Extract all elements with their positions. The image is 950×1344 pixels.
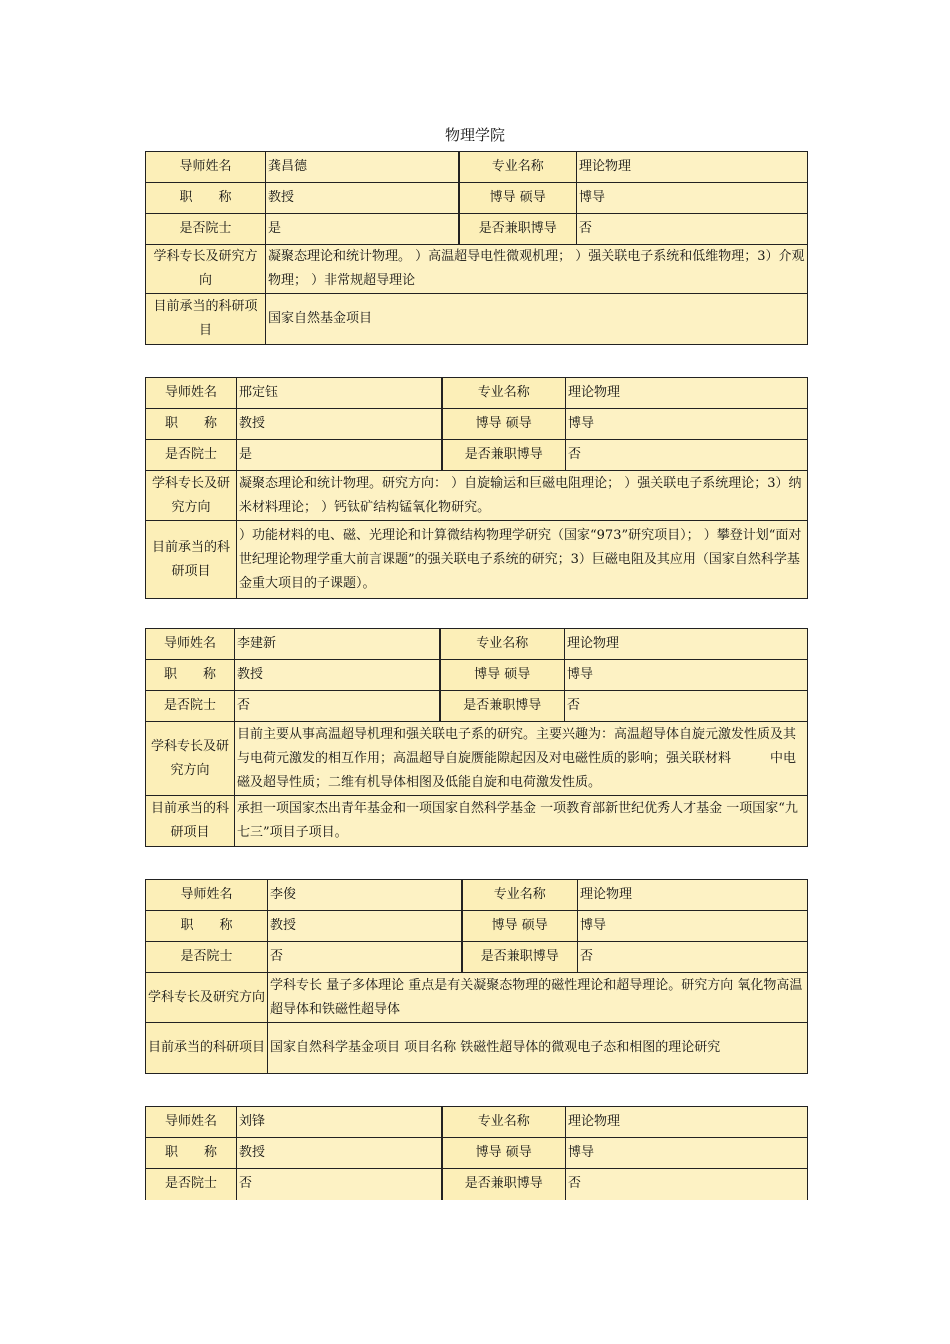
- projects-value: 国家自然科学基金项目 项目名称 铁磁性超导体的微观电子态和相图的理论研究: [268, 1023, 808, 1074]
- title-label: 职 称: [146, 911, 268, 942]
- title-value: 教授: [237, 1138, 442, 1169]
- specialty-label: 学科专长及研究方向: [146, 722, 235, 796]
- major-value: 理论物理: [578, 880, 808, 911]
- title-label: 职 称: [146, 660, 235, 691]
- name-label: 导师姓名: [146, 152, 266, 183]
- tutor-card: [145, 879, 808, 1074]
- name-value: 刘锋: [237, 1107, 442, 1138]
- projects-label: 目前承当的科研项目: [146, 294, 266, 345]
- tutor-card: [145, 628, 808, 847]
- major-label: 专业名称: [459, 152, 577, 183]
- specialty-label: 学科专长及研究方向: [146, 973, 268, 1023]
- supervisor-value: 博导: [565, 660, 808, 691]
- academician-value: 否: [268, 942, 462, 973]
- tutor-card: [145, 377, 819, 599]
- supervisor-label: 博导 硕导: [459, 183, 577, 214]
- academician-label: 是否院士: [146, 691, 235, 722]
- major-value: 理论物理: [566, 378, 808, 409]
- specialty-label: 学科专长及研究方向: [146, 245, 266, 294]
- academician-label: 是否院士: [146, 1169, 237, 1200]
- major-label: 专业名称: [462, 880, 578, 911]
- supervisor-label: 博导 硕导: [440, 660, 565, 691]
- academician-value: 否: [237, 1169, 442, 1200]
- academician-label: 是否院士: [146, 214, 266, 245]
- parttime-label: 是否兼职博导: [442, 1169, 566, 1200]
- major-label: 专业名称: [440, 629, 565, 660]
- name-value: 邢定钰: [237, 378, 442, 409]
- tutor-card: [145, 151, 808, 345]
- title-label: 职 称: [146, 183, 266, 214]
- projects-label: 目前承当的科研项目: [146, 521, 237, 599]
- parttime-value: 否: [566, 440, 808, 471]
- parttime-label: 是否兼职博导: [442, 440, 566, 471]
- academician-value: 是: [266, 214, 459, 245]
- name-value: 龚昌德: [266, 152, 459, 183]
- supervisor-value: 博导: [578, 911, 808, 942]
- parttime-label: 是否兼职博导: [440, 691, 565, 722]
- projects-value: 承担一项国家杰出青年基金和一项国家自然科学基金 一项教育部新世纪优秀人才基金 一项国家“九七三”项目子项目。: [235, 796, 808, 847]
- academician-label: 是否院士: [146, 440, 237, 471]
- tutor-card: [145, 1106, 808, 1200]
- supervisor-value: 博导: [566, 1138, 808, 1169]
- name-label: 导师姓名: [146, 880, 268, 911]
- parttime-value: 否: [578, 942, 808, 973]
- name-value: 李建新: [235, 629, 440, 660]
- major-label: 专业名称: [442, 378, 566, 409]
- major-value: 理论物理: [565, 629, 808, 660]
- supervisor-label: 博导 硕导: [462, 911, 578, 942]
- supervisor-value: 博导: [566, 409, 808, 440]
- name-label: 导师姓名: [146, 629, 235, 660]
- major-label: 专业名称: [442, 1107, 566, 1138]
- parttime-value: 否: [577, 214, 808, 245]
- name-label: 导师姓名: [146, 378, 237, 409]
- title-label: 职 称: [146, 1138, 237, 1169]
- specialty-value: 凝聚态理论和统计物理。研究方向： ）自旋输运和巨磁电阻理论； ）强关联电子系统理论；3）纳米材料理论； ）钙钛矿结构锰氧化物研究。: [237, 471, 808, 521]
- academician-value: 否: [235, 691, 440, 722]
- specialty-label: 学科专长及研究方向: [146, 471, 237, 521]
- name-label: 导师姓名: [146, 1107, 237, 1138]
- parttime-label: 是否兼职博导: [462, 942, 578, 973]
- projects-value: 国家自然基金项目: [266, 294, 808, 345]
- page-title: 物理学院: [444, 126, 505, 144]
- specialty-value: 学科专长 量子多体理论 重点是有关凝聚态物理的磁性理论和超导理论。研究方向 氧化物高温超导体和铁磁性超导体: [268, 973, 808, 1023]
- parttime-value: 否: [565, 691, 808, 722]
- projects-value: ）功能材料的电、磁、光理论和计算微结构物理学研究（国家“973”研究项目）； ）攀登计划“面对 世纪理论物理学重大前言课题”的强关联电子系统的研究；3）巨磁电阻及其应用（国家自然科学基金重大项目的子课题）。: [237, 521, 808, 599]
- parttime-label: 是否兼职博导: [459, 214, 577, 245]
- name-value: 李俊: [268, 880, 462, 911]
- title-value: 教授: [266, 183, 459, 214]
- academician-value: 是: [237, 440, 442, 471]
- specialty-value: 凝聚态理论和统计物理。 ）高温超导电性微观机理； ）强关联电子系统和低维物理；3）介观物理； ）非常规超导理论: [266, 245, 808, 294]
- supervisor-label: 博导 硕导: [442, 409, 566, 440]
- projects-label: 目前承当的科研项目: [146, 1023, 268, 1074]
- title-label: 职 称: [146, 409, 237, 440]
- parttime-value: 否: [566, 1169, 808, 1200]
- major-value: 理论物理: [577, 152, 808, 183]
- specialty-value: 目前主要从事高温超导机理和强关联电子系的研究。主要兴趣为：高温超导体自旋元激发性质及其与电荷元激发的相互作用；高温超导自旋赝能隙起因及对电磁性质的影响；强关联材料 中电磁及超导性质；二维有机导体相图及低能自旋和电荷激发性质。: [235, 722, 808, 796]
- title-value: 教授: [268, 911, 462, 942]
- projects-label: 目前承当的科研项目: [146, 796, 235, 847]
- title-value: 教授: [237, 409, 442, 440]
- title-value: 教授: [235, 660, 440, 691]
- academician-label: 是否院士: [146, 942, 268, 973]
- supervisor-value: 博导: [577, 183, 808, 214]
- major-value: 理论物理: [566, 1107, 808, 1138]
- supervisor-label: 博导 硕导: [442, 1138, 566, 1169]
